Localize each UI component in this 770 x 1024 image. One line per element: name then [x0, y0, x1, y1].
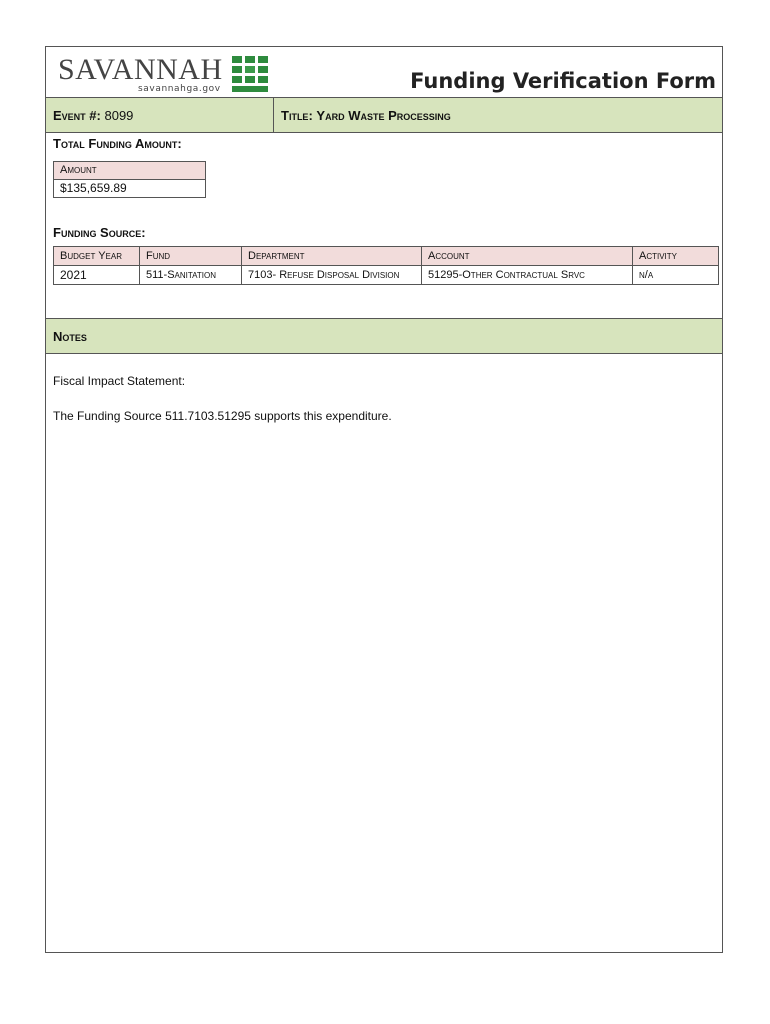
col-header-department: Department — [242, 247, 422, 266]
notes-line-2: The Funding Source 511.7103.51295 supports this expenditure. — [53, 409, 392, 423]
funding-source-label: Funding Source: — [53, 225, 146, 240]
amount-value[interactable]: $135,659.89 — [54, 180, 205, 197]
amount-box — [53, 161, 206, 198]
logo-url: savannahga.gov — [138, 84, 221, 94]
notes-label: Notes — [53, 329, 87, 344]
event-cell — [46, 98, 274, 132]
form-title: Funding Verification Form — [410, 69, 716, 93]
logo-wordmark: SAVANNAH — [58, 53, 223, 86]
cell-activity[interactable]: n/a — [633, 266, 719, 285]
event-label: Event #: — [53, 108, 101, 123]
funding-verification-form — [45, 46, 723, 953]
col-header-account: Account — [422, 247, 633, 266]
total-funding-label: Total Funding Amount: — [53, 136, 182, 151]
savannah-logo[interactable] — [58, 53, 258, 93]
savannah-square-logo-icon — [232, 56, 268, 92]
cell-account[interactable]: 51295-Other Contractual Srvc — [422, 266, 633, 285]
title-cell — [274, 98, 722, 132]
cell-fund[interactable]: 511-Sanitation — [140, 266, 242, 285]
event-title-bar — [46, 97, 722, 133]
table-header-row — [54, 247, 719, 266]
col-header-activity: Activity — [633, 247, 719, 266]
title-value: Yard Waste Processing — [316, 108, 451, 123]
event-number: 8099 — [104, 108, 134, 123]
title-label: Title: — [281, 108, 313, 123]
funding-source-table — [53, 246, 719, 285]
cell-department[interactable]: 7103- Refuse Disposal Division — [242, 266, 422, 285]
form-header — [46, 47, 722, 98]
notes-line-1: Fiscal Impact Statement: — [53, 374, 186, 388]
col-header-budget-year: Budget Year — [54, 247, 140, 266]
amount-header: Amount — [54, 162, 205, 180]
notes-bar — [46, 318, 722, 354]
cell-budget-year[interactable]: 2021 — [54, 266, 140, 285]
table-row — [54, 266, 719, 285]
col-header-fund: Fund — [140, 247, 242, 266]
